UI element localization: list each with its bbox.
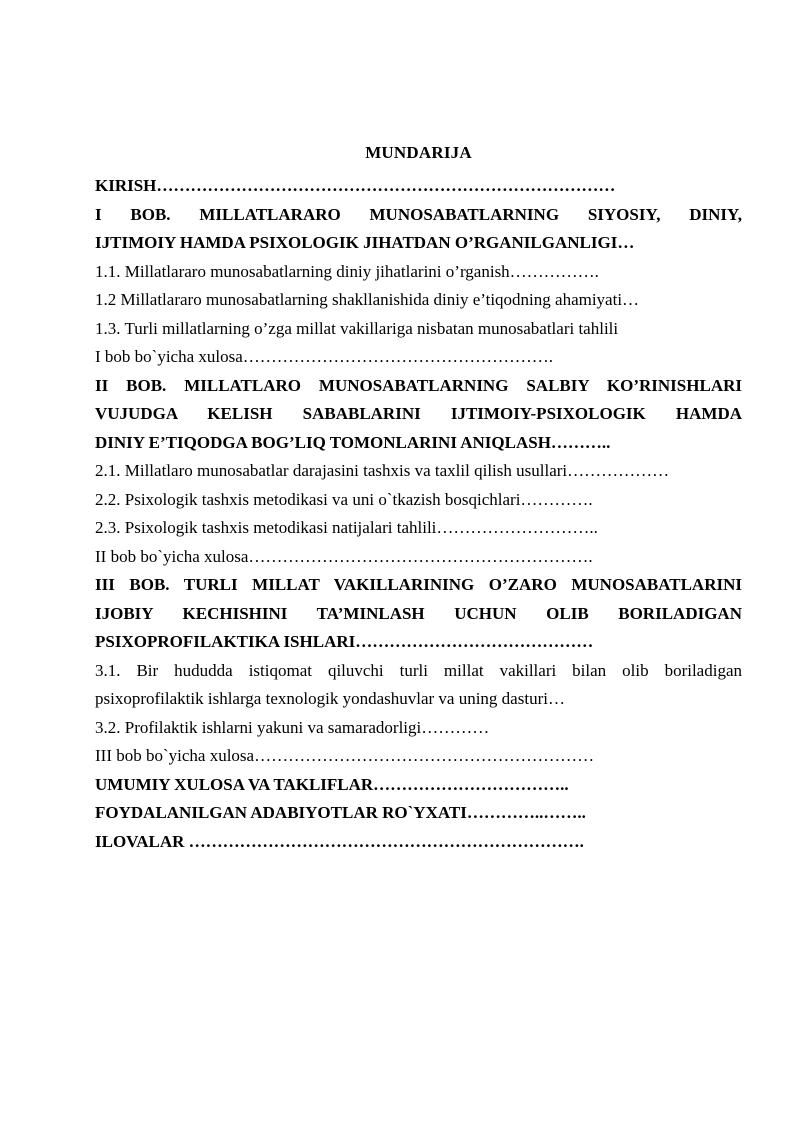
toc-section-1-1: 1.1. Millatlararo munosabatlarning diniy jihatlarini o’rganish……………. [95,261,599,281]
toc-section-1-3: 1.3. Turli millatlarning o’zga millat vakillariga nisbatan munosabatlari tahlili [95,318,619,338]
toc-entry-kirish: KIRISH……………………………………………………………………… [95,176,616,195]
toc-chapter-3-summary: III bob bo`yicha xulosa…………………………………………………… [95,746,595,765]
toc-section-2-2: 2.2. Psixologik tashxis metodikasi va uni o`tkazish bosqichlari…………. [95,489,593,509]
toc-section-3-2: 3.2. Profilaktik ishlarni yakuni va samaradorligi………… [95,717,490,737]
toc-chapter-2-line-1: II BOB. MILLATLARO MUNOSABATLARNING SALBIY KO’RINISHLARI [95,375,742,395]
toc-entry-bibliography: FOYDALANILGAN ADABIYOTLAR RO`YXATI…………..…….. [95,803,586,822]
toc-chapter-3-line-2: IJOBIY KECHISHINI TA’MINLASH UCHUN OLIB BORILADIGAN [95,603,742,623]
toc-section-2-3: 2.3. Psixologik tashxis metodikasi natijalari tahlili……………………….. [95,518,598,537]
toc-chapter-1-line-1: I BOB. MILLATLARARO MUNOSABATLARNING SIYOSIY, DINIY, [95,204,742,224]
toc-chapter-1-summary: I bob bo`yicha xulosa………………………………………………. [95,347,554,366]
toc-section-2-1: 2.1. Millatlaro munosabatlar darajasini tashxis va taxlil qilish usullari……………… [95,461,670,480]
toc-chapter-2-summary: II bob bo`yicha xulosa……………………………………………………. [95,546,593,566]
toc-chapter-2-line-3: DINIY E’TIQODGA BOG’LIQ TOMONLARINI ANIQLASH……….. [95,432,611,452]
toc-chapter-2-line-2: VUJUDGA KELISH SABABLARINI IJTIMOIY-PSIXOLOGIK HAMDA [95,404,742,423]
toc-entry-appendices: ILOVALAR ……………………………………………………………. [95,831,584,851]
page-title: MUNDARIJA [365,143,472,162]
toc-section-3-1-line-1: 3.1. Bir hududda istiqomat qiluvchi turli millat vakillari bilan olib boriladigan [95,660,742,680]
table-of-contents [95,140,742,856]
toc-chapter-1-line-2: IJTIMOIY HAMDA PSIXOLOGIK JIHATDAN O’RGANILGANLIGI… [95,233,635,252]
toc-chapter-3-line-3: PSIXOPROFILAKTIKA ISHLARI…………………………………… [95,632,594,651]
toc-entry-conclusions: UMUMIY XULOSA VA TAKLIFLAR…………………………….. [95,774,569,794]
toc-section-3-1-line-2: psixoprofilaktik ishlarga texnologik yondashuvlar va uning dasturi… [95,689,565,708]
toc-section-1-2: 1.2 Millatlararo munosabatlarning shakllanishida diniy e’tiqodning ahamiyati… [95,290,640,309]
toc-chapter-3-line-1: III BOB. TURLI MILLAT VAKILLARINING O’ZARO MUNOSABATLARINI [95,575,742,594]
